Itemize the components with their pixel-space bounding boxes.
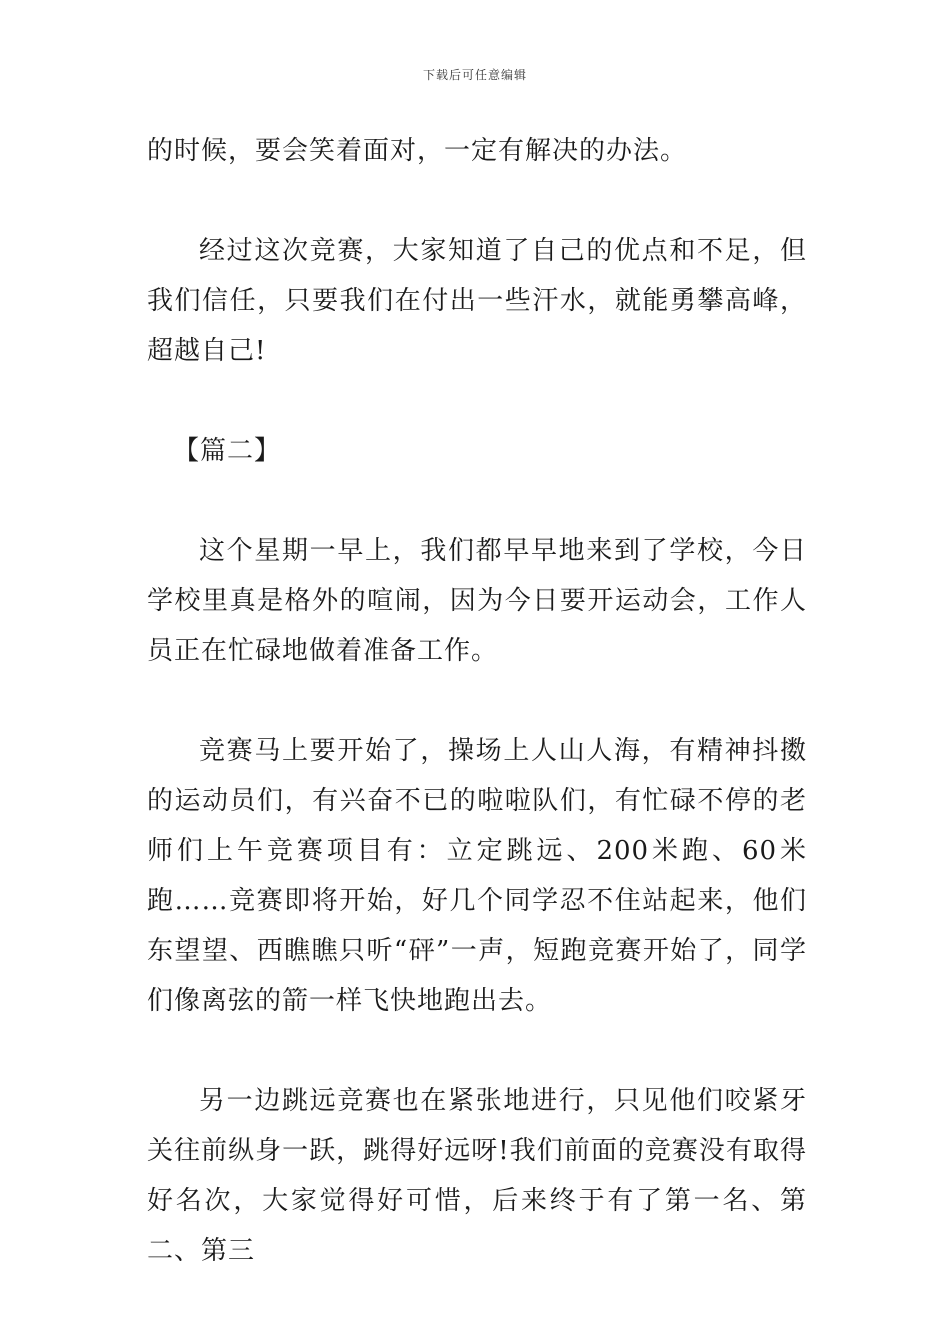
paragraph-summary: 经过这次竞赛，大家知道了自己的优点和不足，但我们信任，只要我们在付出一些汗水，就能勇攀高峰，超越自己! bbox=[147, 236, 807, 366]
paragraph-race-start: 竞赛马上要开始了，操场上人山人海，有精神抖擞的运动员们，有兴奋不已的啦啦队们，有忙碌不停的老师们上午竞赛项目有：立定跳远、200米跑、60米跑……竞赛即将开始，好几个同学忍不住站起来，他们东望望、西瞧瞧只听“砰”一声，短跑竞赛开始了，同学们像离弦的箭一样飞快地跑出去。 bbox=[147, 736, 807, 1016]
paragraph-morning: 这个星期一早上，我们都早早地来到了学校，今日学校里真是格外的喧闹，因为今日要开运动会，工作人员正在忙碌地做着准备工作。 bbox=[147, 536, 807, 666]
section-heading: 【篇二】 bbox=[173, 436, 282, 466]
paragraph-continuation: 的时候，要会笑着面对，一定有解决的办法。 bbox=[147, 136, 688, 166]
document-body bbox=[147, 126, 807, 1276]
paragraph-long-jump: 另一边跳远竞赛也在紧张地进行，只见他们咬紧牙关往前纵身一跃，跳得好远呀!我们前面的竞赛没有取得好名次，大家觉得好可惜，后来终于有了第一名、第二、第三 bbox=[147, 1086, 807, 1266]
page-header: 下载后可任意编辑 bbox=[422, 68, 527, 82]
